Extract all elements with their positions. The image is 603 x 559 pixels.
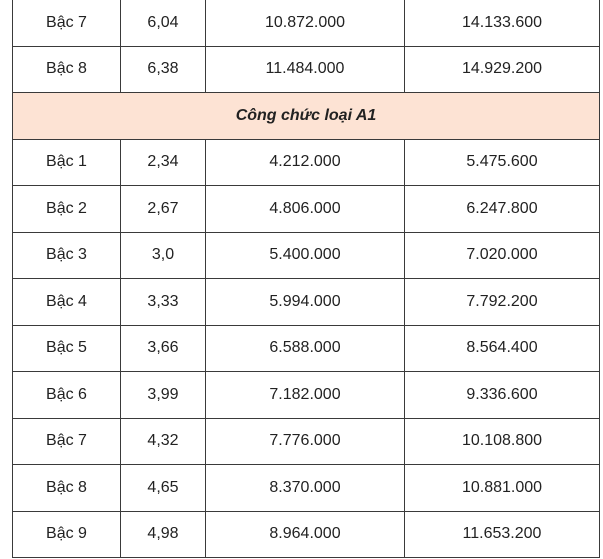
- salary-cell: 7.182.000: [206, 372, 405, 419]
- table-row: [13, 232, 600, 279]
- salary-new-cell: 14.133.600: [405, 0, 600, 46]
- table-row: [13, 46, 600, 93]
- coefficient-cell: 3,99: [121, 372, 206, 419]
- table-row: [13, 279, 600, 326]
- salary-cell: 11.484.000: [206, 46, 405, 93]
- grade-cell: Bậc 1: [13, 139, 121, 186]
- salary-table-body: [13, 0, 600, 558]
- salary-cell: 7.776.000: [206, 418, 405, 465]
- table-row: [13, 465, 600, 512]
- coefficient-cell: 6,38: [121, 46, 206, 93]
- coefficient-cell: 3,66: [121, 325, 206, 372]
- salary-new-cell: 5.475.600: [405, 139, 600, 186]
- grade-cell: Bậc 7: [13, 418, 121, 465]
- coefficient-cell: 3,33: [121, 279, 206, 326]
- coefficient-cell: 6,04: [121, 0, 206, 46]
- salary-cell: 8.370.000: [206, 465, 405, 512]
- table-row: [13, 418, 600, 465]
- coefficient-cell: 3,0: [121, 232, 206, 279]
- table-row: [13, 372, 600, 419]
- grade-cell: Bậc 4: [13, 279, 121, 326]
- salary-cell: 4.212.000: [206, 139, 405, 186]
- grade-cell: Bậc 7: [13, 0, 121, 46]
- coefficient-cell: 2,67: [121, 186, 206, 233]
- salary-cell: 5.400.000: [206, 232, 405, 279]
- grade-cell: Bậc 9: [13, 511, 121, 558]
- salary-new-cell: 14.929.200: [405, 46, 600, 93]
- salary-new-cell: 7.792.200: [405, 279, 600, 326]
- salary-cell: 10.872.000: [206, 0, 405, 46]
- table-row: [13, 511, 600, 558]
- salary-new-cell: 10.108.800: [405, 418, 600, 465]
- salary-new-cell: 10.881.000: [405, 465, 600, 512]
- table-row: [13, 186, 600, 233]
- coefficient-cell: 2,34: [121, 139, 206, 186]
- grade-cell: Bậc 5: [13, 325, 121, 372]
- salary-new-cell: 9.336.600: [405, 372, 600, 419]
- coefficient-cell: 4,65: [121, 465, 206, 512]
- grade-cell: Bậc 6: [13, 372, 121, 419]
- salary-new-cell: 6.247.800: [405, 186, 600, 233]
- section-title: Công chức loại A1: [13, 93, 600, 140]
- table-row: [13, 325, 600, 372]
- salary-cell: 6.588.000: [206, 325, 405, 372]
- grade-cell: Bậc 2: [13, 186, 121, 233]
- salary-new-cell: 11.653.200: [405, 511, 600, 558]
- grade-cell: Bậc 3: [13, 232, 121, 279]
- salary-cell: 5.994.000: [206, 279, 405, 326]
- salary-new-cell: 7.020.000: [405, 232, 600, 279]
- salary-cell: 4.806.000: [206, 186, 405, 233]
- salary-table: [12, 0, 600, 558]
- grade-cell: Bậc 8: [13, 46, 121, 93]
- salary-cell: 8.964.000: [206, 511, 405, 558]
- table-row: [13, 0, 600, 46]
- coefficient-cell: 4,98: [121, 511, 206, 558]
- section-header-row: [13, 93, 600, 140]
- salary-new-cell: 8.564.400: [405, 325, 600, 372]
- table-row: [13, 139, 600, 186]
- coefficient-cell: 4,32: [121, 418, 206, 465]
- grade-cell: Bậc 8: [13, 465, 121, 512]
